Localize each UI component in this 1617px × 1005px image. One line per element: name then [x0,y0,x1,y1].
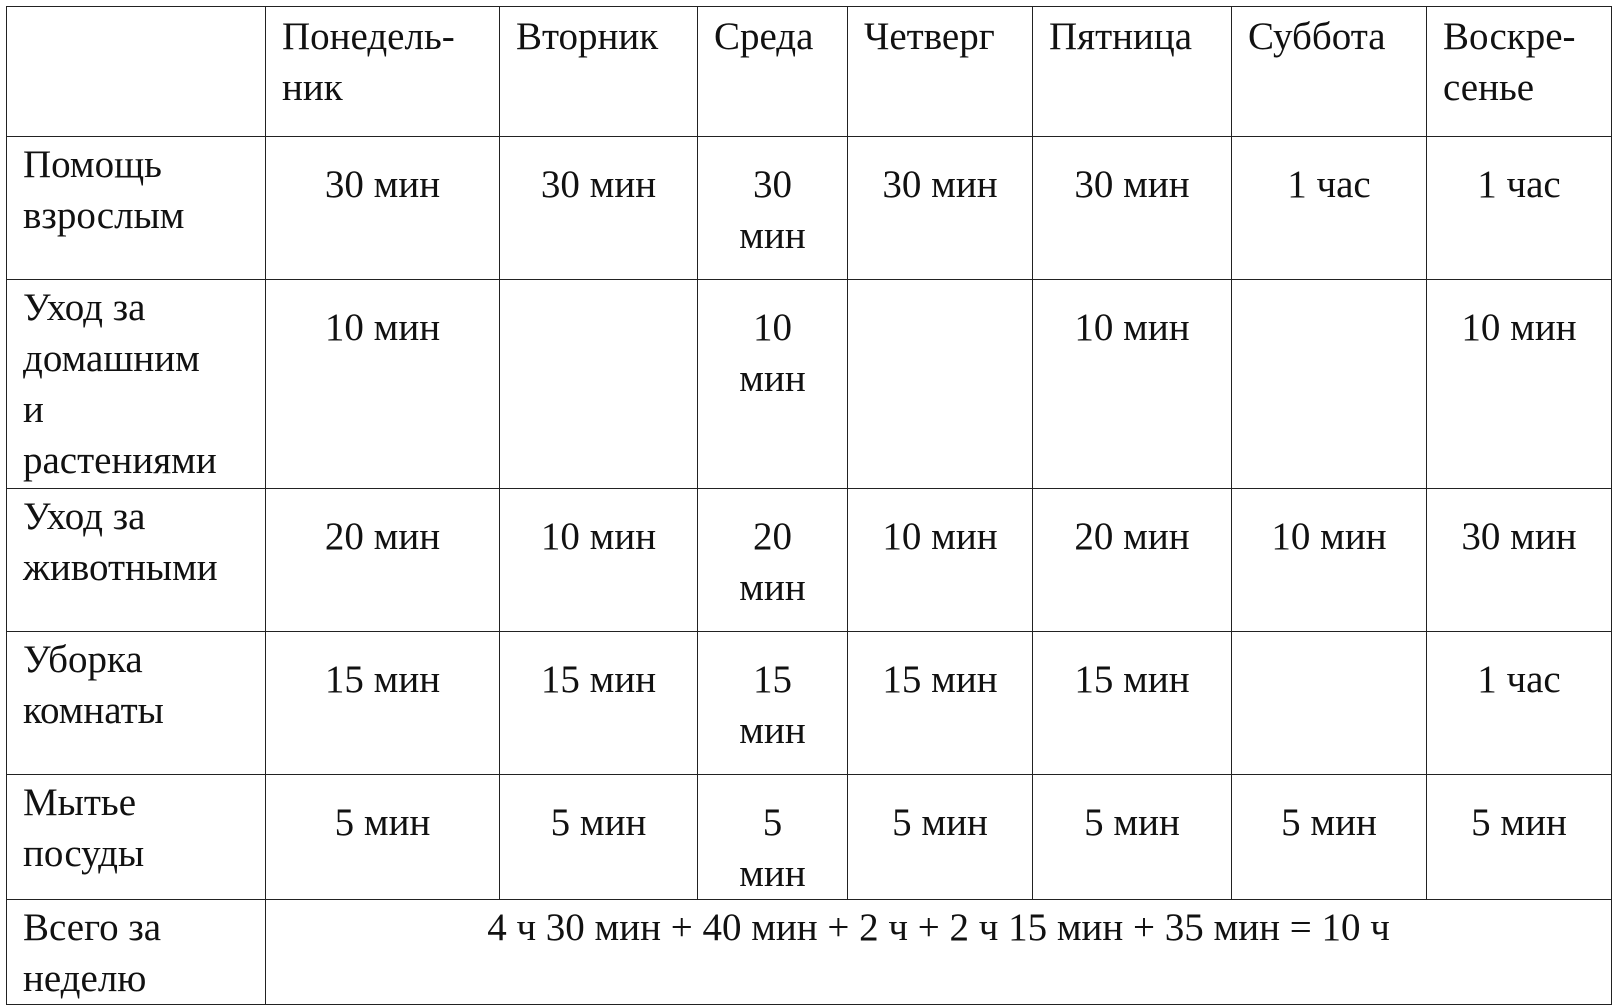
header-tuesday: Вторник [500,7,698,137]
table-cell [1427,489,1612,632]
cell-value: 30 мин [1074,163,1190,206]
cell-value: 15 мин [1074,658,1190,701]
table-row [7,137,1612,280]
table-cell [1427,775,1612,900]
table-cell [500,632,698,775]
cell-value: 5 мин [739,801,806,895]
header-monday: Понедель- ник [266,7,500,137]
total-value: 4 ч 30 мин + 40 мин + 2 ч + 2 ч 15 мин + 35 мин = 10 ч [266,900,1612,1005]
cell-value: 20 мин [739,515,806,609]
cell-value: 5 мин [1084,801,1180,844]
table-cell [1033,775,1232,900]
row-label: Уборка комнаты [7,632,266,775]
table-cell [266,137,500,280]
table-cell [1232,632,1427,775]
row-label: Мытье посуды [7,775,266,900]
header-friday: Пятница [1033,7,1232,137]
table-cell [266,280,500,489]
table-cell [698,775,848,900]
cell-value: 10 мин [882,515,998,558]
table-row [7,280,1612,489]
cell-value: 20 мин [324,515,441,558]
table-cell [698,632,848,775]
table-cell [266,632,500,775]
cell-value: 10 мин [739,306,806,400]
table-row [7,632,1612,775]
header-thursday: Четверг [848,7,1033,137]
cell-value: 1 час [1477,658,1561,701]
cell-value: 5 мин [1281,801,1377,844]
table-cell [1033,280,1232,489]
table-cell [848,489,1033,632]
total-row [7,900,1612,1005]
cell-value: 15 мин [739,658,806,752]
table-cell [698,280,848,489]
total-label: Всего за неделю [7,900,266,1005]
table-cell [1033,137,1232,280]
table-cell [500,280,698,489]
table-cell [1232,775,1427,900]
cell-value: 10 мин [1271,515,1387,558]
table-cell [1033,632,1232,775]
cell-value: 30 мин [324,163,441,206]
table-cell [698,489,848,632]
table-cell [698,137,848,280]
cell-value: 20 мин [1074,515,1190,558]
header-saturday: Суббота [1232,7,1427,137]
table-cell [1427,632,1612,775]
cell-value: 5 мин [892,801,988,844]
cell-value: 5 мин [1471,801,1567,844]
table-cell [500,137,698,280]
table-cell [266,775,500,900]
cell-value: 30 мин [882,163,998,206]
cell-value: 1 час [1287,163,1371,206]
table-cell [1427,137,1612,280]
cell-value: 10 мин [1461,306,1577,349]
cell-value: 15 мин [540,658,657,701]
row-label: Уход за животными [7,489,266,632]
table-cell [1427,280,1612,489]
cell-value: 1 час [1477,163,1561,206]
table-cell [848,280,1033,489]
table-cell [848,775,1033,900]
cell-value: 30 мин [739,163,806,257]
table-cell [500,775,698,900]
table-cell [500,489,698,632]
header-row [7,7,1612,137]
cell-value: 15 мин [324,658,441,701]
table-cell [848,137,1033,280]
header-corner [7,7,266,137]
cell-value: 5 мин [334,801,431,844]
cell-value: 10 мин [1074,306,1190,349]
cell-value: 30 мин [540,163,657,206]
table-cell [1232,489,1427,632]
table-cell [1232,137,1427,280]
header-wednesday: Среда [698,7,848,137]
cell-value: 10 мин [540,515,657,558]
cell-value: 10 мин [324,306,441,349]
cell-value: 15 мин [882,658,998,701]
weekly-chores-table [6,6,1612,1005]
table-row [7,775,1612,900]
row-label: Уход за домашним и растениями [7,280,266,489]
table-cell [266,489,500,632]
table-row [7,489,1612,632]
row-label: Помощь взрослым [7,137,266,280]
cell-value: 30 мин [1461,515,1577,558]
table-cell [848,632,1033,775]
table-cell [1033,489,1232,632]
cell-value: 5 мин [550,801,647,844]
header-sunday: Воскре- сенье [1427,7,1612,137]
table-cell [1232,280,1427,489]
